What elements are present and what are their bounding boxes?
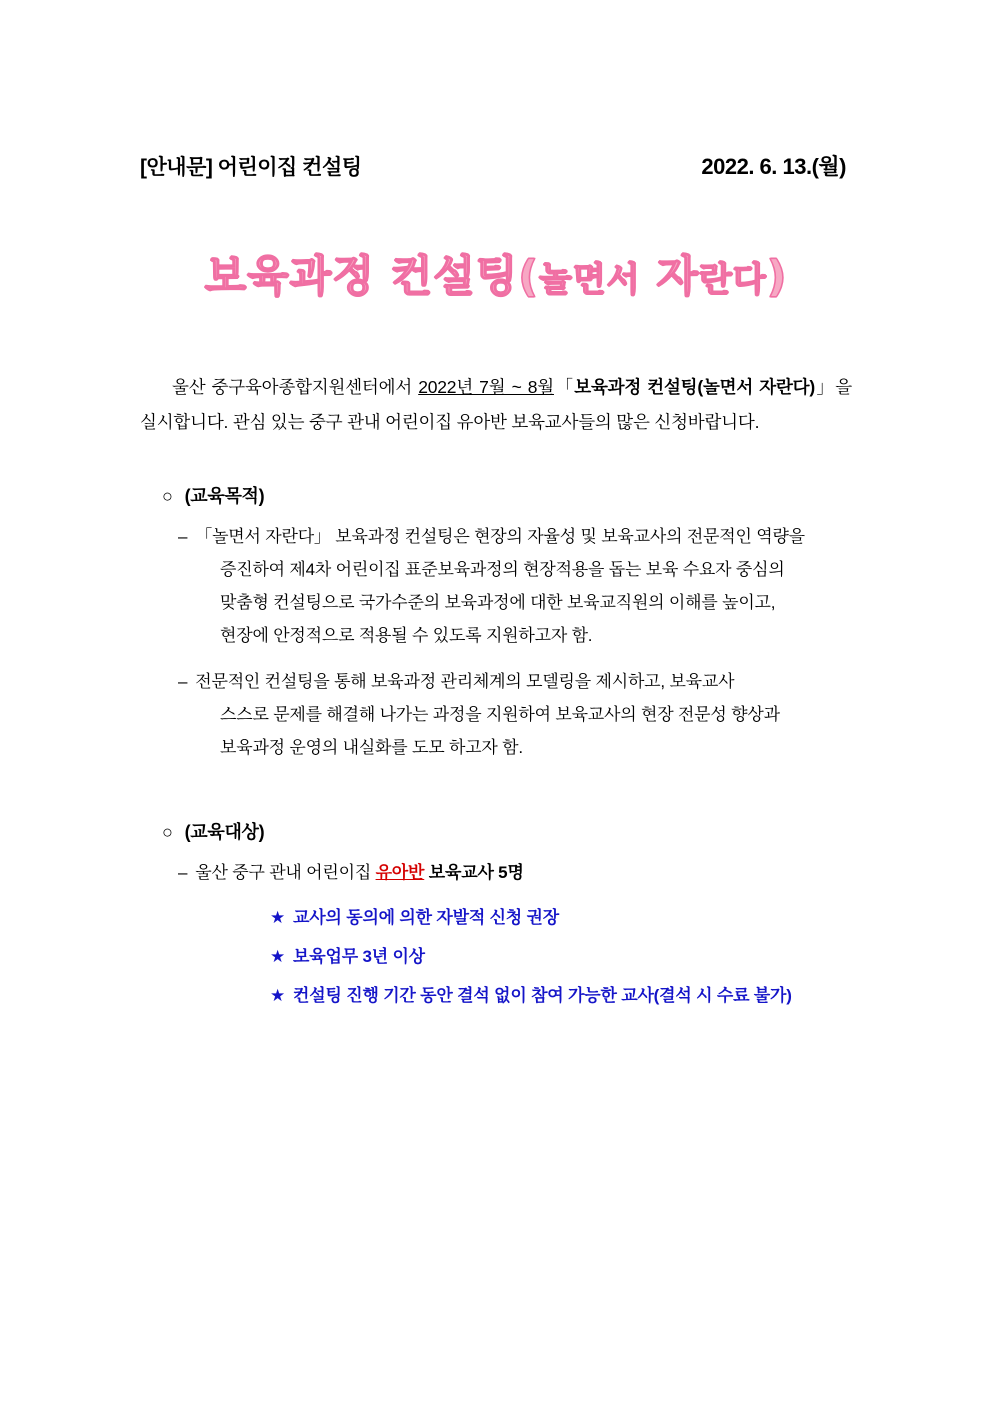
target-item-1-highlight: 유아반 (375, 862, 425, 882)
target-note-2-label: 보육업무 3년 이상 (293, 947, 425, 967)
section-heading-target-label: (교육대상) (184, 821, 265, 842)
dash-bullet-icon: – (178, 527, 188, 546)
purpose-item-2-line-2: 스스로 문제를 해결해 나가는 과정을 지원하여 보육교사의 현장 전문성 향상과 (220, 704, 780, 724)
target-note-1 (270, 903, 852, 928)
intro-paragraph (140, 370, 852, 440)
header-date-right: 2022. 6. 13.(월) (701, 154, 846, 179)
star-bullet-icon: ★ (270, 908, 286, 928)
purpose-item-1-line-2: 증진하여 제4차 어린이집 표준보육과정의 현장적용을 돕는 보육 수요자 중심의 (220, 560, 785, 580)
dash-bullet-icon: – (178, 862, 188, 882)
intro-underlined-period: 2022년 7월 ~ 8월 (418, 377, 554, 397)
title-part-5: ) (766, 252, 788, 302)
purpose-item-1 (178, 520, 852, 653)
target-item-1-prefix: 울산 중구 관내 어린이집 (195, 862, 376, 882)
section-education-purpose (140, 482, 852, 764)
target-note-3-label: 컨설팅 진행 기간 동안 결석 없이 참여 가능한 교사(결석 시 수료 불가) (293, 986, 792, 1006)
section-heading-target (162, 818, 852, 844)
main-title-wrap (140, 243, 852, 304)
star-bullet-icon: ★ (270, 986, 286, 1006)
star-bullet-icon: ★ (270, 947, 286, 967)
circle-bullet-icon: ○ (162, 821, 173, 842)
intro-bold-program: 보육과정 컨설팅(놀면서 자란다) (574, 377, 815, 397)
target-item-1 (178, 856, 852, 889)
section-heading-purpose-label: (교육목적) (184, 486, 265, 506)
circle-bullet-icon: ○ (162, 486, 173, 506)
title-part-1: 보육과정 컨설팅( (204, 252, 539, 302)
target-item-1-suffix: 보육교사 5명 (424, 862, 524, 882)
purpose-item-2-line-3: 보육과정 운영의 내실화를 도모 하고자 함. (220, 737, 523, 757)
dash-bullet-icon: – (178, 671, 188, 691)
target-note-2 (270, 942, 852, 967)
purpose-item-1-line-4: 현장에 안정적으로 적용될 수 있도록 지원하고자 함. (220, 626, 593, 646)
section-education-target (140, 818, 852, 1006)
title-part-4: 란다 (699, 260, 767, 300)
title-part-3: 자 (640, 252, 700, 302)
intro-text-3: 」을 실시합니다. 관심 있는 중구 관내 어린이집 유아반 보육교사들의 많은 신청바랍니다. (140, 377, 852, 432)
purpose-item-1-line-1: 「놀면서 자란다」 보육과정 컨설팅은 현장의 자율성 및 보육교사의 전문적인 역량을 (195, 527, 805, 546)
document-header (140, 150, 852, 181)
purpose-item-1-line-3: 맞춤형 컨설팅으로 국가수준의 보육과정에 대한 보육교직원의 이해를 높이고, (220, 593, 776, 613)
section-heading-purpose (162, 482, 852, 508)
target-note-1-label: 교사의 동의에 의한 자발적 신청 권장 (293, 908, 559, 928)
title-part-2: 놀면서 (538, 260, 641, 300)
header-title-left: [안내문] 어린이집 컨설팅 (140, 156, 362, 179)
intro-text-1: 울산 중구육아종합지원센터에서 (172, 377, 419, 397)
intro-text-2: 「 (553, 377, 575, 397)
purpose-item-2-line-1: 전문적인 컨설팅을 통해 보육과정 관리체계의 모델링을 제시하고, 보육교사 (195, 671, 735, 691)
target-note-3 (270, 981, 852, 1006)
main-title (205, 243, 788, 304)
purpose-item-2 (178, 665, 852, 764)
